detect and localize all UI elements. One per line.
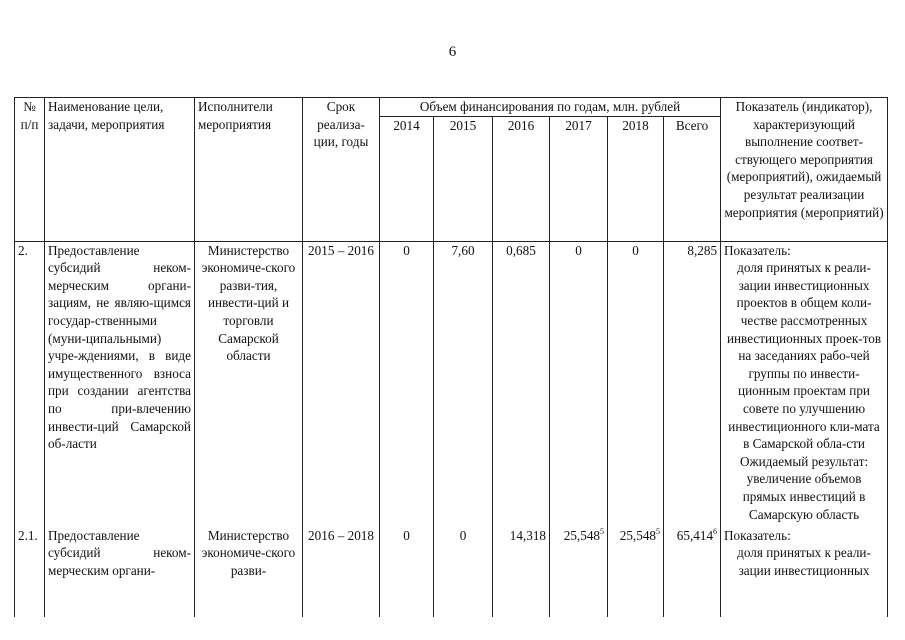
- value-text: 65,414: [676, 527, 714, 543]
- footnote-marker: 6: [713, 526, 718, 536]
- row-value-2017: 0: [550, 241, 608, 527]
- row-term: 2015 – 2016: [303, 241, 380, 527]
- header-funding: Объем финансирования по годам, млн. рублей: [380, 98, 721, 117]
- header-year-2015: 2015: [434, 116, 493, 241]
- header-number: № п/п: [15, 98, 45, 242]
- row-value-2016: 14,318: [493, 527, 550, 617]
- header-year-2018: 2018: [608, 116, 664, 241]
- row-value-2017: [550, 527, 608, 617]
- indicator-text: доля принятых к реали-зации инвестиционных проектов в общем коли-честве рассмотренных инвестиционных проек-тов на заседаниях рабо-чей группы по инвести-ционным проектам при совете по улучшению инвестиционного кли-мата в Самарской обла-сти: [726, 260, 882, 452]
- header-year-2016: 2016: [493, 116, 550, 241]
- row-value-2015: 7,60: [434, 241, 493, 527]
- indicator-text: доля принятых к реали-зации инвестиционных: [737, 545, 871, 578]
- footnote-marker: 5: [656, 526, 660, 536]
- row-value-2016: 0,685: [493, 241, 550, 527]
- row-indicator: [721, 241, 888, 527]
- row-executor: Министерство экономиче-ского разви-: [195, 527, 303, 617]
- row-name: Предоставление субсидий неком-мерческим органи-зациям, не являю-щимся государ-ственными (муни-ципальными) учре-ждениями, в виде имущественного взноса при создании агентства по при-влечению инвести-ций Самарской об-ласти: [45, 241, 195, 527]
- row-term: 2016 – 2018: [303, 527, 380, 617]
- header-year-2014: 2014: [380, 116, 434, 241]
- result-text: увеличение объемов прямых инвестиций в Самарскую область: [742, 471, 866, 522]
- result-label: Ожидаемый результат:: [739, 453, 869, 469]
- indicator-label: Показатель:: [724, 242, 791, 258]
- row-value-2015: 0: [434, 527, 493, 617]
- header-indicator: Показатель (индикатор), характеризующий выполнение соответ-ствующего мероприятия (мероприятий), ожидаемый результат реализации мероприятия (мероприятий): [721, 98, 888, 242]
- row-executor: Министерство экономиче-ского разви-тия, инвести-ций и торговли Самарской области: [195, 241, 303, 527]
- row-indicator: [721, 527, 888, 617]
- program-activities-table: [14, 97, 888, 617]
- header-total: Всего: [664, 116, 721, 241]
- row-value-2018: [608, 527, 664, 617]
- row-value-total: [664, 527, 721, 617]
- value-text: 25,548: [619, 527, 656, 543]
- header-row-1: [15, 98, 888, 117]
- value-text: 25,548: [563, 527, 600, 543]
- header-name: Наименование цели, задачи, мероприятия: [45, 98, 195, 242]
- indicator-label: Показатель:: [724, 527, 791, 543]
- table-row: [15, 241, 888, 527]
- header-year-2017: 2017: [550, 116, 608, 241]
- row-name: Предоставление субсидий неком-мерческим органи-: [45, 527, 195, 617]
- page-number: 6: [448, 44, 457, 60]
- header-term: Срок реализа-ции, годы: [303, 98, 380, 242]
- table-row: [15, 527, 888, 617]
- row-value-total: 8,285: [664, 241, 721, 527]
- row-value-2014: 0: [380, 241, 434, 527]
- row-value-2018: 0: [608, 241, 664, 527]
- row-number: 2.1.: [15, 527, 45, 617]
- row-number: 2.: [15, 241, 45, 527]
- footnote-marker: 5: [600, 526, 604, 536]
- header-executors: Исполнители мероприятия: [195, 98, 303, 242]
- row-value-2014: 0: [380, 527, 434, 617]
